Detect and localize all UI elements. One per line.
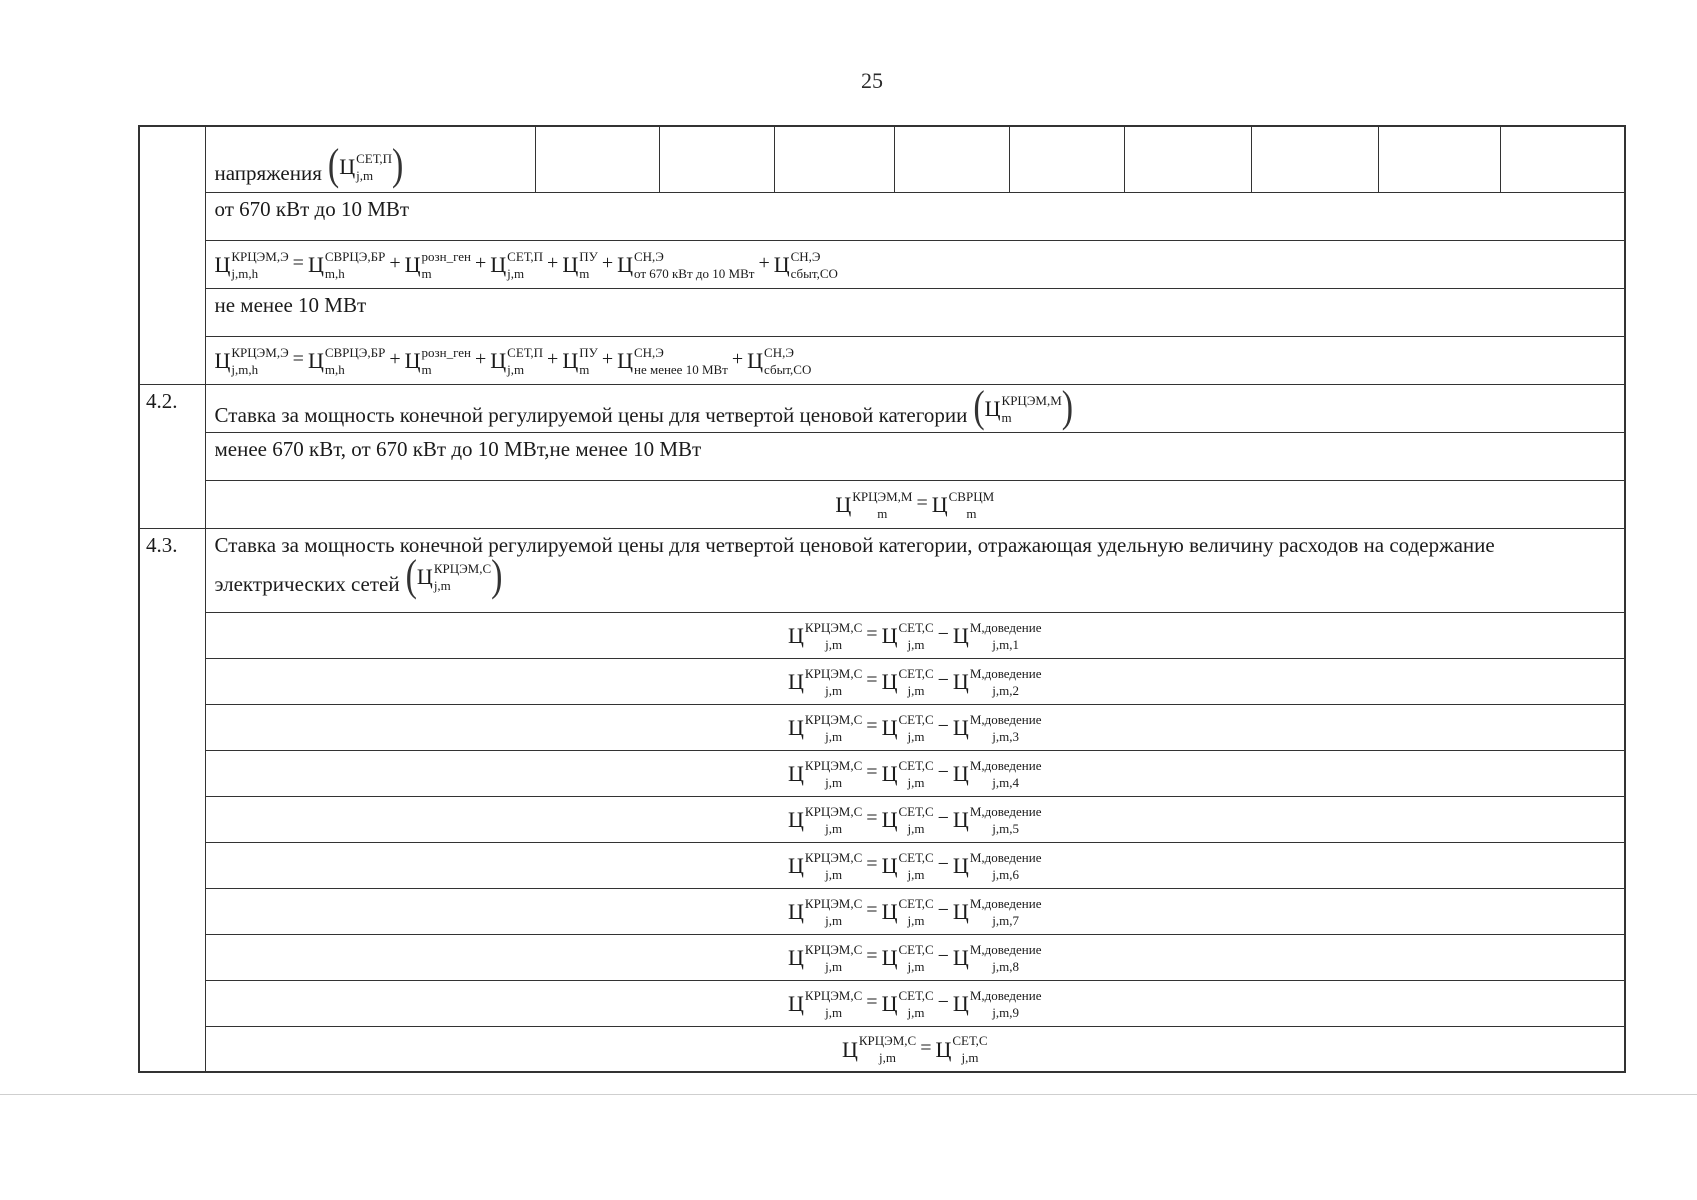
formula-symbol: Ц СЕТ,С j,m (935, 1033, 988, 1066)
band-label: менее 670 кВт, от 670 кВт до 10 МВт,не менее 10 МВт (205, 432, 1625, 480)
formula-symbol: Ц СЕТ,С j,m (881, 895, 934, 928)
section-title: Ставка за мощность конечной регулируемой цены для четвертой ценовой категории (214, 403, 968, 428)
table-row (139, 336, 1625, 384)
formula-symbol: Ц СН,Э от 670 кВт до 10 МВт (617, 248, 755, 281)
voltage-label: напряжения (214, 161, 322, 186)
formula-symbol: Ц КРЦЭМ,С j,m (788, 665, 863, 698)
table-row (139, 288, 1625, 336)
formula-symbol: Ц М,доведение j,m,7 (952, 895, 1042, 928)
formula-symbol: Ц М,доведение j,m,6 (952, 849, 1042, 882)
formula-symbol: Ц М,доведение j,m,1 (952, 619, 1042, 652)
formula-symbol: Ц М,доведение j,m,9 (952, 987, 1042, 1020)
formula-operator: − (937, 623, 949, 646)
table-row (139, 240, 1625, 288)
page-number: 25 (861, 68, 883, 93)
formula-symbol: Ц КРЦЭМ,С j,m (788, 987, 863, 1020)
formula (214, 248, 838, 281)
formula-cell (205, 240, 1625, 288)
table-row (139, 1026, 1625, 1072)
formula-symbol: Ц КРЦЭМ,С j,m (788, 803, 863, 836)
formula-operator: + (758, 252, 770, 275)
formula-symbol: Ц М,доведение j,m,8 (952, 941, 1042, 974)
formula-cell (205, 612, 1625, 658)
formula (841, 1033, 988, 1066)
formula (788, 619, 1042, 652)
formula-cell (205, 1026, 1625, 1072)
formula-symbol: Ц КРЦЭМ,С j,m (788, 711, 863, 744)
formula-symbol: Ц КРЦЭМ,С j,m (788, 757, 863, 790)
tariff-table (138, 125, 1626, 1073)
formula-operator: = (916, 492, 928, 515)
formula-operator: − (937, 761, 949, 784)
formula-operator: + (547, 348, 559, 371)
formula (788, 757, 1042, 790)
band-label: не менее 10 МВт (205, 288, 1625, 336)
table-row (139, 432, 1625, 480)
formula-symbol: Ц М,доведение j,m,3 (952, 711, 1042, 744)
formula-operator: + (474, 348, 487, 371)
formula-cell (205, 888, 1625, 934)
formula-operator: + (389, 252, 401, 275)
formula-cell (205, 842, 1625, 888)
formula-symbol: Ц КРЦЭМ,С j,m (788, 849, 863, 882)
number-cell (139, 126, 205, 384)
table-row (139, 126, 1625, 192)
voltage-symbol: ( Ц СЕТ,П j,m ) (327, 141, 404, 190)
formula-symbol: Ц М,доведение j,m,2 (952, 665, 1042, 698)
formula-cell (205, 336, 1625, 384)
formula-operator: + (474, 252, 487, 275)
formula (788, 849, 1042, 882)
table-row (139, 934, 1625, 980)
formula-cell (205, 980, 1625, 1026)
formula-operator: = (866, 669, 878, 692)
formula-symbol: Ц ПУ m (562, 344, 598, 377)
formula-operator: − (937, 807, 949, 830)
formula-operator: = (866, 807, 878, 830)
formula-cell (205, 480, 1625, 528)
formula-symbol: Ц СЕТ,С j,m (881, 711, 934, 744)
formula-symbol: Ц СЕТ,С j,m (881, 987, 934, 1020)
section-title: Ставка за мощность конечной регулируемой цены для четвертой ценовой категории, отражающая удельную величину расходов на содержание электрических сетей (214, 532, 1495, 596)
formula-symbol: Ц СВРЦЭ,БР m,h (307, 248, 386, 281)
formula-operator: − (937, 669, 949, 692)
formula-symbol: Ц СН,Э сбыт,СО (773, 248, 838, 281)
empty-cell (535, 126, 659, 192)
formula-symbol: Ц СВРЦЭ,БР m,h (307, 344, 386, 377)
formula-operator: + (547, 252, 559, 275)
table-row (139, 980, 1625, 1026)
formula-symbol: Ц КРЦЭМ,С j,m (788, 619, 863, 652)
formula-symbol: Ц СЕТ,С j,m (881, 665, 934, 698)
formula-symbol: Ц М,доведение j,m,4 (952, 757, 1042, 790)
formula (788, 987, 1042, 1020)
table-row (139, 658, 1625, 704)
formula-symbol: Ц КРЦЭМ,Э j,m,h (214, 248, 289, 281)
formula-symbol: Ц КРЦЭМ,С j,m (416, 560, 492, 593)
table-row (139, 888, 1625, 934)
empty-cell (1124, 126, 1251, 192)
empty-cell (1500, 126, 1625, 192)
formula-symbol: Ц КРЦЭМ,С j,m (841, 1033, 917, 1066)
formula-operator: = (920, 1037, 932, 1060)
table-row (139, 750, 1625, 796)
formula-operator: − (937, 715, 949, 738)
empty-cell (1009, 126, 1124, 192)
formula-cell (205, 796, 1625, 842)
formula-symbol: Ц СЕТ,С j,m (881, 849, 934, 882)
band-label: от 670 кВт до 10 МВт (205, 192, 1625, 240)
formula-operator: − (937, 991, 949, 1014)
formula-symbol: Ц СЕТ,С j,m (881, 941, 934, 974)
formula-cell (205, 658, 1625, 704)
formula-operator: − (937, 899, 949, 922)
formula-symbol: Ц КРЦЭМ,М m (984, 392, 1062, 425)
formula (788, 941, 1042, 974)
formula-operator: = (866, 899, 878, 922)
formula (788, 665, 1042, 698)
formula-symbol: Ц СЕТ,С j,m (881, 803, 934, 836)
table-row (139, 842, 1625, 888)
empty-cell (894, 126, 1009, 192)
empty-cell (659, 126, 774, 192)
formula-operator: + (389, 348, 401, 371)
voltage-label-cell (205, 126, 535, 192)
section-number: 4.3. (139, 528, 205, 1072)
formula-symbol: Ц КРЦЭМ,С j,m (788, 895, 863, 928)
table-row (139, 384, 1625, 432)
formula-symbol: Ц М,доведение j,m,5 (952, 803, 1042, 836)
formula (788, 895, 1042, 928)
formula-operator: + (731, 348, 744, 371)
title-symbol: ( Ц КРЦЭМ,С j,m ) (405, 552, 503, 601)
formula-symbol: Ц КРЦЭМ,Э j,m,h (214, 344, 289, 377)
formula-cell (205, 934, 1625, 980)
section-title-cell (205, 528, 1625, 612)
formula-operator: = (866, 991, 878, 1014)
formula-symbol: Ц СЕТ,П j,m (490, 248, 544, 281)
formula-operator: = (866, 945, 878, 968)
section-title-cell (205, 384, 1625, 432)
formula-operator: = (866, 853, 878, 876)
table-row (139, 704, 1625, 750)
formula-symbol: Ц ПУ m (562, 248, 598, 281)
formula (214, 344, 812, 377)
formula-operator: = (866, 715, 878, 738)
formula-operator: + (601, 252, 614, 275)
formula-cell (205, 750, 1625, 796)
formula (835, 488, 995, 521)
formula-operator: = (866, 623, 878, 646)
page-edge-line (0, 1094, 1697, 1095)
formula-symbol: Ц СЕТ,П j,m (490, 344, 544, 377)
formula-operator: − (937, 853, 949, 876)
table-row (139, 480, 1625, 528)
formula-operator: = (292, 348, 304, 371)
formula-symbol: Ц СВРЦМ m (931, 488, 995, 521)
formula-symbol: Ц розн_ген m (404, 248, 471, 281)
formula-operator: = (292, 252, 304, 275)
formula-symbol: Ц СЕТ,С j,m (881, 757, 934, 790)
formula-operator: = (866, 761, 878, 784)
formula (788, 803, 1042, 836)
formula-operator: − (937, 945, 949, 968)
table-row (139, 192, 1625, 240)
formula-operator: + (601, 348, 614, 371)
formula-symbol: Ц СН,Э сбыт,СО (747, 344, 812, 377)
empty-cell (1378, 126, 1500, 192)
title-symbol: ( Ц КРЦЭМ,М m ) (973, 384, 1074, 432)
empty-cell (774, 126, 894, 192)
formula-symbol: Ц розн_ген m (404, 344, 471, 377)
formula (788, 711, 1042, 744)
table-row (139, 796, 1625, 842)
formula-cell (205, 704, 1625, 750)
formula-symbol: Ц КРЦЭМ,С j,m (788, 941, 863, 974)
empty-cell (1251, 126, 1378, 192)
formula-symbol: Ц СН,Э не менее 10 МВт (617, 344, 728, 377)
table-row (139, 528, 1625, 612)
formula-symbol: Ц КРЦЭМ,М m (835, 488, 913, 521)
section-number: 4.2. (139, 384, 205, 528)
table-row (139, 612, 1625, 658)
formula-symbol: Ц СЕТ,С j,m (881, 619, 934, 652)
